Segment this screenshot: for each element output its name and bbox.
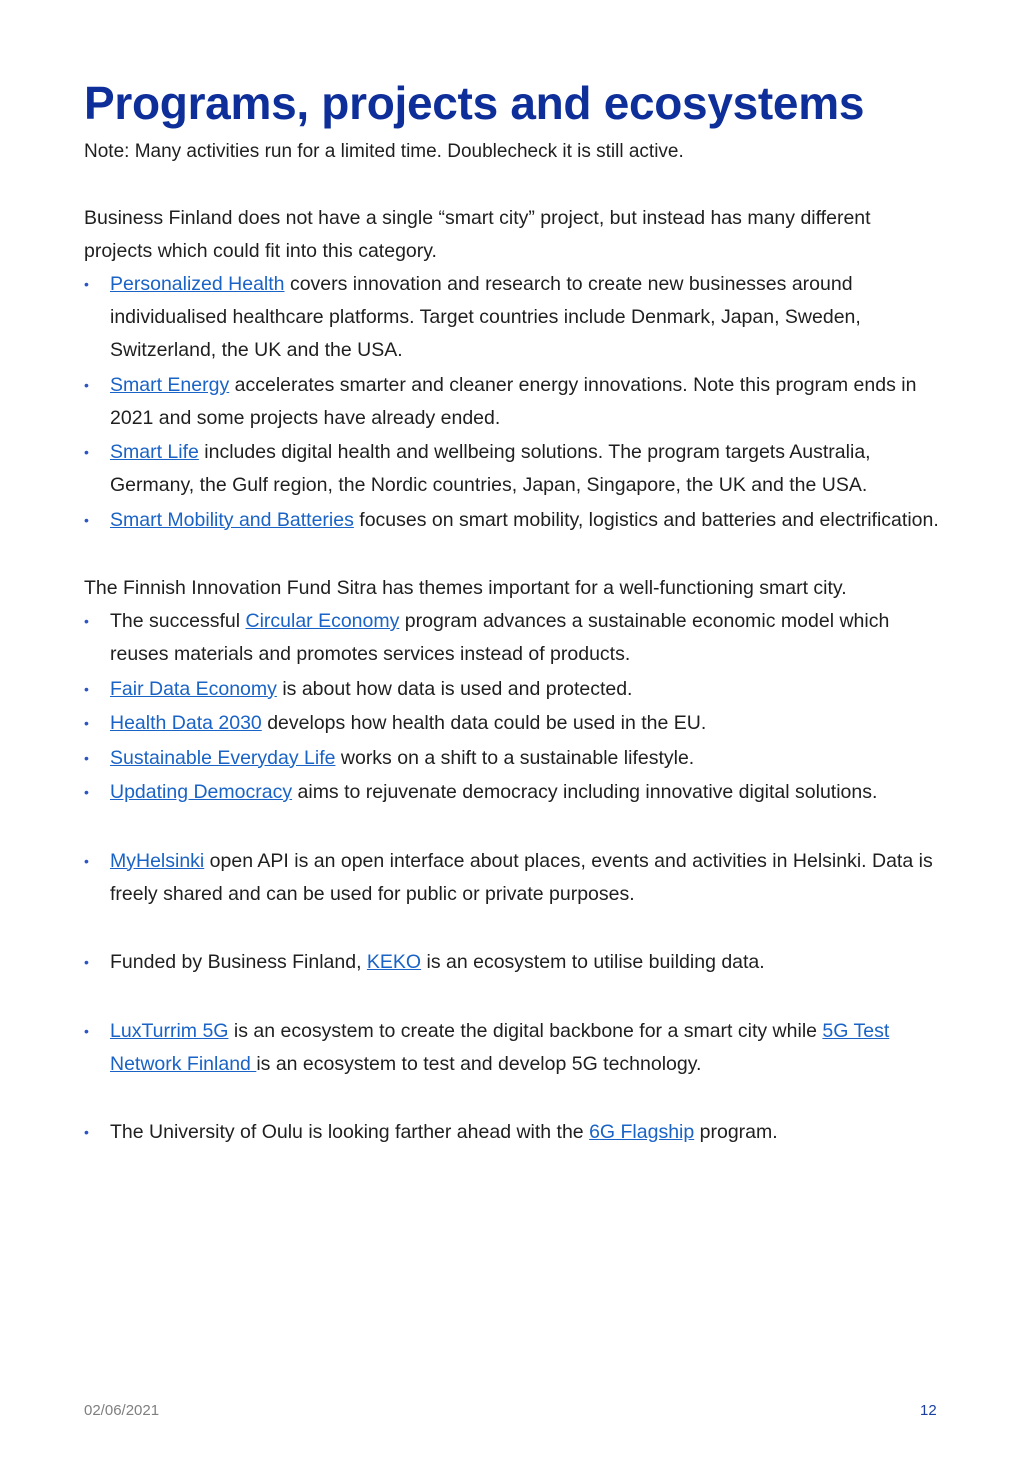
link-sustainable-everyday-life[interactable]: Sustainable Everyday Life (110, 746, 336, 769)
link-updating-democracy[interactable]: Updating Democracy (110, 781, 293, 803)
sitra-intro: The Finnish Innovation Fund Sitra has themes important for a well-functioning smart city. (84, 577, 847, 599)
bullet-icon: • (84, 680, 89, 697)
link-fair-data-economy[interactable]: Fair Data Economy (110, 677, 277, 700)
link-luxturrim-5g[interactable]: LuxTurrim 5G (110, 1019, 229, 1042)
myhelsinki-list (84, 845, 944, 911)
footer-date: 02/06/2021 (84, 1402, 160, 1419)
item-text: is an ecosystem to utilise building data. (421, 951, 765, 973)
oulu-list (84, 1116, 944, 1149)
list-item (84, 742, 944, 775)
business-finland-list (84, 268, 944, 537)
list-item (84, 1015, 944, 1081)
item-text: The successful (110, 610, 246, 632)
list-item (84, 436, 944, 502)
link-myhelsinki[interactable]: MyHelsinki (110, 849, 205, 872)
keko-list (84, 946, 944, 979)
item-text: program. (694, 1121, 778, 1143)
list-item (84, 673, 944, 706)
item-text: program advances a sustainable economic model which reuses materials and promotes services instead of products. (110, 610, 890, 665)
bullet-icon: • (84, 852, 89, 869)
list-item (84, 776, 944, 809)
bullet-icon: • (84, 444, 89, 460)
note-text: Note: Many activities run for a limited time. Doublecheck it is still active. (84, 141, 684, 162)
link-5g-test-network-finland[interactable]: 5G Test Network Finland (110, 1019, 890, 1075)
page-content (84, 72, 944, 1151)
link-smart-mobility-batteries[interactable]: Smart Mobility and Batteries (110, 508, 354, 531)
link-smart-life[interactable]: Smart Life (110, 441, 199, 463)
bullet-icon: • (84, 613, 89, 629)
link-6g-flagship[interactable]: 6G Flagship (589, 1121, 695, 1143)
bullet-icon: • (84, 749, 89, 766)
item-text: is about how data is used and protected. (276, 677, 633, 700)
luxturrim-list (84, 1015, 944, 1081)
bullet-icon: • (84, 784, 89, 800)
item-text: aims to rejuvenate democracy including innovative digital solutions. (292, 781, 878, 803)
link-circular-economy[interactable]: Circular Economy (245, 610, 400, 632)
item-text: covers innovation and research to create new businesses around individualised healthcare platforms. Target countries include Denmark, Japan, Sweden, Switzerland, the UK and the USA. (110, 273, 861, 361)
bullet-icon: • (84, 1022, 89, 1039)
item-text: accelerates smarter and cleaner energy innovations. Note this program ends in 2021 and some projects have already ended. (110, 373, 917, 429)
bullet-icon: • (84, 1124, 89, 1140)
list-item (84, 707, 944, 740)
bullet-icon: • (84, 511, 89, 528)
link-keko[interactable]: KEKO (366, 951, 422, 973)
link-smart-energy[interactable]: Smart Energy (110, 373, 230, 396)
item-text: includes digital health and wellbeing solutions. The program targets Australia, Germany, the Gulf region, the Nordic countries, Japan, Singapore, the UK and the USA. (110, 441, 871, 496)
item-text: The University of Oulu is looking farther ahead with the (110, 1121, 590, 1143)
list-item (84, 845, 944, 911)
page-title: Programs, projects and ecosystems (84, 77, 865, 129)
link-health-data-2030[interactable]: Health Data 2030 (110, 712, 262, 734)
link-personalized-health[interactable]: Personalized Health (110, 273, 285, 295)
list-item (84, 946, 944, 979)
item-text: develops how health data could be used in the EU. (261, 712, 707, 734)
item-text: open API is an open interface about places, events and activities in Helsinki. Data is freely shared and can be used for public or private purposes. (110, 849, 933, 905)
bullet-icon: • (84, 715, 89, 731)
business-finland-intro: Business Finland does not have a single “smart city” project, but instead has many different projects which could fit into this category. (84, 207, 871, 262)
list-item (84, 504, 944, 537)
page-number: 12 (920, 1402, 937, 1419)
item-text: works on a shift to a sustainable lifestyle. (335, 746, 695, 769)
bullet-icon: • (84, 276, 89, 292)
item-text: is an ecosystem to create the digital backbone for a smart city while (228, 1019, 823, 1042)
bullet-icon: • (84, 954, 89, 970)
item-text: Funded by Business Finland, (110, 951, 367, 973)
item-text: is an ecosystem to test and develop 5G technology. (256, 1052, 702, 1075)
list-item (84, 268, 944, 367)
bullet-icon: • (84, 376, 89, 393)
list-item (84, 1116, 944, 1149)
sitra-list (84, 605, 944, 809)
list-item (84, 369, 944, 435)
list-item (84, 605, 944, 671)
item-text: focuses on smart mobility, logistics and batteries and electrification. (353, 508, 939, 531)
